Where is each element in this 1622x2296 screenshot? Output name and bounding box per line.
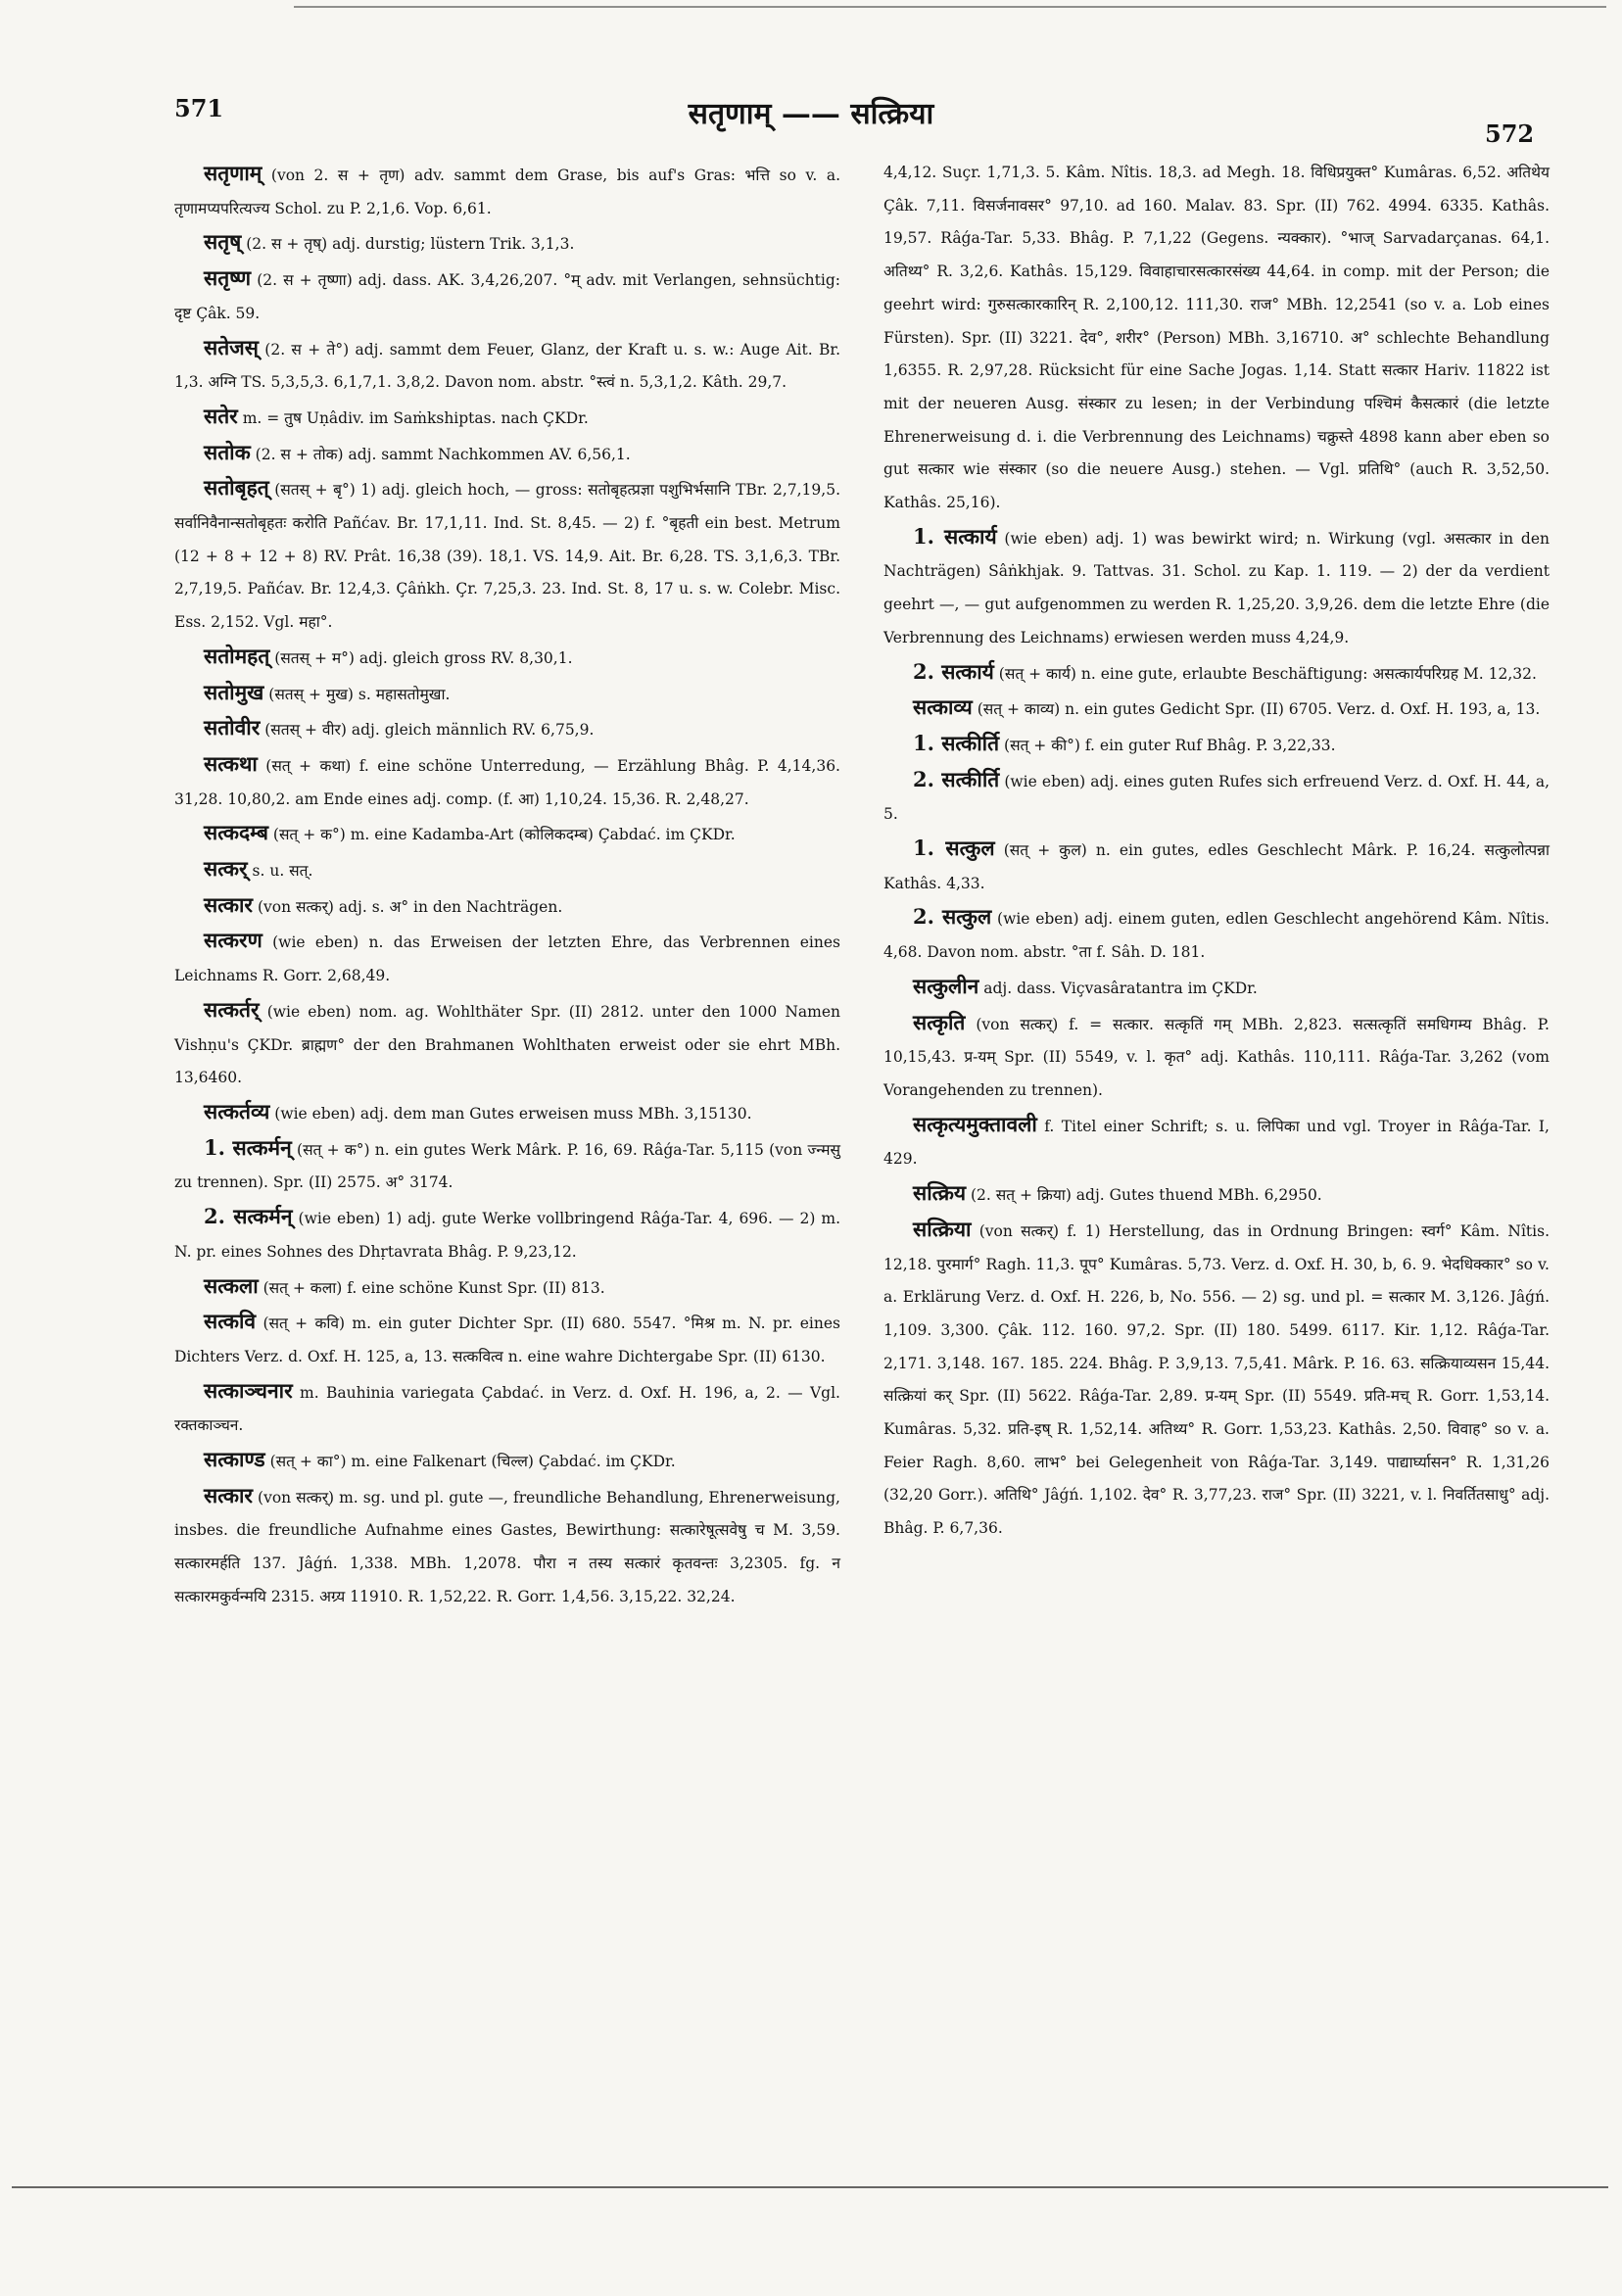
entry-text: (2. स + तृष्णा) adj. dass. AK. 3,4,26,207. °म् adv. mit Verlangen, sehnsüchtig: दृष्ट Çâk. 59. [174, 271, 840, 322]
dictionary-entry [174, 993, 840, 1095]
entry-text: (सत् + कवि) m. ein guter Dichter Spr. (II) 680. 5547. °मिश्र m. N. pr. eines Dichters Verz. d. Oxf. H. 125, a, 13. सत्कवित्व n. eine wahre Dichtergabe Spr. (II) 6130. [174, 1315, 840, 1365]
dictionary-entry [174, 676, 840, 712]
entry-headword: सत्कदम्ब [204, 820, 268, 845]
dictionary-entry [174, 471, 840, 640]
entry-headword: 1. सत्कार्य [913, 523, 997, 549]
entry-text: (wie eben) n. das Erweisen der letzten Ehre, das Verbrennen eines Leichnams R. Gorr. 2,68,49. [174, 933, 841, 985]
dictionary-entry [883, 691, 1550, 727]
entry-headword: 2. सत्कीर्ति [913, 766, 1000, 791]
entry-headword: सत्कार [204, 1482, 254, 1507]
dictionary-entry [174, 262, 840, 330]
dictionary-entry [883, 1176, 1550, 1213]
dictionary-entry [174, 852, 840, 888]
dictionary-entry [883, 157, 1550, 520]
entry-text: (सत् + क°) n. ein gutes Werk Mârk. P. 16, 69. Râǵa-Tar. 5,115 (von ज्न्मसु zu trennen). Spr. (II) 2575. अ° 3174. [174, 1140, 840, 1192]
entry-headword: 2. सत्कार्य [913, 658, 994, 684]
entry-text: (wie eben) 1) adj. gute Werke vollbringend Râǵa-Tar. 4, 696. — 2) m. N. pr. eines Sohnes des Dhṛtavrata Bhâg. P. 9,23,12. [174, 1210, 840, 1261]
entry-text: (wie eben) adj. dem man Gutes erweisen muss MBh. 3,15130. [274, 1104, 752, 1123]
entry-text: (von सत्कर्) f. 1) Herstellung, das in Ordnung Bringen: स्वर्ग° Kâm. Nîtis. 12,18. पुरमार्ग° Ragh. 11,3. पूप° Kumâras. 5,73. Verz. d. Oxf. H. 30, b, 6. 9. भेदधिक्कार° so v. a. Erklärung Verz. d. Oxf. H. 226, b, No. 556. — 2) sg. und pl. = सत्कार M. 3,126. Jâǵń. 1,109. 3,300. Çâk. 112. 160. 97,2. Spr. (II) 180. 5499. 6117. Kir. 1,12. Râǵa-Tar. 2,171. 3,148. 167. 185. 224. Bhâg. P. 3,9,13. 7,5,41. Mârk. P. 16. 63. सत्क्रियाव्यसन 15,44. सत्क्रियां कर् Spr. (II) 5622. Râǵa-Tar. 2,89. प्र-यम् Spr. (II) 5549. प्रति-मच् R. Gorr. 1,53,14. Kumâras. 5,32. प्रति-इष् R. 1,52,14. अतिथ्य° R. Gorr. 1,53,23. Kathâs. 2,50. विवाह° so v. a. Feier Ragh. 8,60. लाभ° bei Gelegenheit von Râǵa-Tar. 3,149. पाद्यार्घ्यासन° R. 1,31,26 (32,20 Gorr.). अतिथि° Jâǵń. 1,102. देव° R. 3,77,23. राज° Spr. (II) 3221, v. l. निवर्तितसाधु° adj. Bhâg. P. 6,7,36. [883, 1221, 1550, 1538]
entry-text: (2. सत् + क्रिया) adj. Gutes thuend MBh. 6,2950. [970, 1186, 1322, 1205]
entry-headword: सतोवीर [204, 715, 261, 741]
entry-headword: सतेर [204, 403, 238, 428]
entry-text: (2. स + ते°) adj. sammt dem Feuer, Glanz, der Kraft u. s. w.: Auge Ait. Br. 1,3. अग्नि TS. 5,3,5,3. 6,1,7,1. 3,8,2. Davon nom. abstr. °स्त्वं n. 5,3,1,2. Kâth. 29,7. [174, 340, 840, 392]
dictionary-entry [174, 157, 840, 225]
entry-headword: सत्करण [204, 928, 262, 953]
entry-text: (von 2. स + तृण) adv. sammt dem Grase, bis auf's Gras: भत्ति so v. a. तृणामप्यपरित्यज्य Schol. zu P. 2,1,6. Vop. 6,61. [174, 167, 840, 217]
headword-range: सतृणाम् —— सत्क्रिया [688, 97, 934, 131]
entry-headword: सतेजस् [204, 334, 259, 359]
dictionary-entry [883, 763, 1550, 832]
dictionary-entry [174, 1095, 840, 1131]
entry-headword: 1. सत्कुल [913, 836, 995, 861]
entry-headword: सतोक [204, 439, 251, 464]
entry-text: (सत् + क°) m. eine Kadamba-Art (कोलिकदम्ब) Çabdać. im ÇKDr. [272, 826, 736, 844]
page-number-right: 572 [1485, 120, 1535, 148]
entry-headword: सत्कवि [204, 1309, 257, 1334]
dictionary-entry [174, 711, 840, 747]
entry-text: (von सत्कर्) adj. s. अ° in den Nachträgen. [257, 897, 563, 916]
dictionary-entry [174, 816, 840, 852]
entry-headword: सत्कर् [204, 856, 248, 882]
dictionary-entry [174, 888, 840, 925]
entry-text: (2. स + तृष्) adj. durstig; lüstern Trik. 3,1,3. [246, 235, 575, 254]
entry-text: (सत् + काव्य) n. ein gutes Gedicht Spr. (II) 6705. Verz. d. Oxf. H. 193, a, 13. [977, 700, 1541, 719]
entry-headword: सत्कृति [913, 1009, 966, 1034]
entry-headword: सत्काञ्चनार [204, 1377, 293, 1403]
entry-headword: सत्क्रिया [913, 1216, 972, 1241]
bottom-rule [12, 2186, 1608, 2188]
page-number-left: 571 [174, 94, 224, 122]
entry-text: (सत् + कथा) f. eine schöne Unterredung, — Erzählung Bhâg. P. 4,14,36. 31,28. 10,80,2. am Ende eines adj. comp. (f. आ) 1,10,24. 15,36. R. 2,48,27. [174, 756, 840, 808]
dictionary-entry [883, 1213, 1550, 1546]
dictionary-entry [883, 900, 1550, 969]
entry-text: (सत् + कार्य) n. eine gute, erlaubte Beschäftigung: असत्कार्यपरिग्रह M. 12,32. [998, 664, 1537, 683]
entry-text: (सत् + की°) f. ein guter Ruf Bhâg. P. 3,22,33. [1004, 736, 1336, 754]
entry-text: (2. स + तोक) adj. sammt Nachkommen AV. 6,56,1. [255, 445, 631, 463]
dictionary-entry [883, 832, 1550, 900]
dictionary-entry [883, 1108, 1550, 1176]
entry-headword: सत्कृत्यमुक्तावली [913, 1111, 1037, 1136]
entry-headword: सतृष् [204, 229, 242, 255]
dictionary-entry [174, 640, 840, 676]
dictionary-entry [174, 1374, 840, 1443]
dictionary-entry [174, 924, 840, 992]
entry-text: (von सत्कर्) m. sg. und pl. gute —, freundliche Behandlung, Ehrenerweisung, insbes. die freundliche Aufnahme eines Gastes, Bewirthung: सत्कारेषूत्सवेषु च M. 3,59. सत्कारमर्हति 137. Jâǵń. 1,338. MBh. 1,2078. पौरा न तस्य सत्कारं कृतवन्तः 3,2305. fg. न सत्कारमकुर्वन्मयि 2315. अग्र्य 11910. R. 1,52,22. R. Gorr. 1,4,56. 3,15,22. 32,24. [174, 1488, 840, 1605]
entry-text: (von सत्कर्) f. = सत्कार. सत्कृतिं गम् MBh. 2,823. सत्सत्कृतिं समधिगम्य Bhâg. P. 10,15,43. प्र-यम् Spr. (II) 5549, v. l. कृत° adj. Kathâs. 110,111. Râǵa-Tar. 3,262 (vom Vorangehenden zu trennen). [883, 1015, 1550, 1099]
dictionary-entry [174, 400, 840, 436]
entry-text: m. Bauhinia variegata Çabdać. in Verz. d. Oxf. H. 196, a, 2. — Vgl. रक्तकाञ्चन. [174, 1383, 840, 1435]
entry-text: (सत् + कुल) n. ein gutes, edles Geschlecht Mârk. P. 16,24. सत्कुलोत्पन्ना Kathâs. 4,33. [883, 841, 1550, 892]
entry-text: (सत् + कला) f. eine schöne Kunst Spr. (II) 813. [262, 1278, 605, 1297]
entry-headword: सतोमुख [204, 679, 264, 704]
entry-text: (सतस् + बृ°) 1) adj. gleich hoch, — gross: सतोबृहत्प्रज्ञा पशुभिर्भसानि TBr. 2,7,19,5. सर्वानिवैनान्सतोबृहतः करोति Pañćav. Br. 17,1,11. Ind. St. 8,45. — 2) f. °बृहती ein best. Metrum (12 + 8 + 12 + 8) RV. Prât. 16,38 (39). 18,1. VS. 14,9. Ait. Br. 6,28. TS. 3,1,6,3. TBr. 2,7,19,5. Pañćav. Br. 12,4,3. Çâṅkh. Çr. 7,25,3. 23. Ind. St. 8, 17 u. s. w. Colebr. Misc. Ess. 2,152. Vgl. महा°. [174, 481, 840, 632]
entry-headword: सतृणाम् [204, 161, 262, 185]
dictionary-entry [883, 655, 1550, 692]
entry-text: s. u. सत्. [252, 862, 313, 881]
entry-headword: 2. सत्कर्मन् [204, 1204, 293, 1229]
dictionary-entry [174, 747, 840, 816]
dictionary-entry [174, 1443, 840, 1479]
running-head [0, 92, 1622, 148]
top-rule [294, 6, 1606, 8]
entry-headword: सत्कर्तर् [204, 996, 260, 1022]
left-column [174, 157, 840, 1614]
entry-text: (सत् + का°) m. eine Falkenart (चिल्ल) Çabdać. im ÇKDr. [269, 1453, 676, 1471]
entry-headword: सत्क्रिय [913, 1180, 967, 1206]
dictionary-entry [883, 1006, 1550, 1108]
right-column [883, 157, 1550, 1546]
dictionary-entry [174, 1131, 840, 1200]
entry-text: (सतस् + म°) adj. gleich gross RV. 8,30,1. [274, 648, 573, 667]
dictionary-entry [883, 970, 1550, 1006]
entry-text: m. = तुष Uṇâdiv. im Saṁkshiptas. nach ÇKDr. [242, 408, 589, 427]
entry-headword: सत्कुलीन [913, 973, 979, 998]
dictionary-entry [174, 225, 840, 262]
dictionary-entry [174, 1305, 840, 1373]
entry-text: (wie eben) adj. einem guten, edlen Geschlecht angehörend Kâm. Nîtis. 4,68. Davon nom. abstr. °ता f. Sâh. D. 181. [883, 910, 1550, 962]
entry-headword: सत्कला [204, 1272, 259, 1298]
entry-headword: 1. सत्कर्मन् [204, 1134, 292, 1160]
entry-text: (wie eben) adj. 1) was bewirkt wird; n. Wirkung (vgl. असत्कार in den Nachträgen) Sâṅkhjak. 9. Tattvas. 31. Schol. zu Kap. 1. 119. — 2) der da verdient geehrt —, — gut aufgenommen zu werden R. 1,25,20. 3,9,26. dem die letzte Ehre (die Verbrennung des Leichnams) erwiesen werden muss 4,24,9. [883, 529, 1550, 646]
entry-text: (wie eben) adj. eines guten Rufes sich erfreuend Verz. d. Oxf. H. 44, a, 5. [883, 772, 1550, 824]
dictionary-entry [174, 331, 840, 400]
entry-headword: सत्कर्तव्य [204, 1098, 270, 1124]
entry-text: adj. dass. Viçvasâratantra im ÇKDr. [983, 979, 1258, 997]
entry-text: (wie eben) nom. ag. Wohlthäter Spr. (II) 2812. unter den 1000 Namen Vishṇu's ÇKDr. ब्राह्मण° der den Brahmanen Wohlthaten erweist oder sie ehrt MBh. 13,6460. [174, 1002, 840, 1087]
entry-headword: 2. सत्कुल [913, 904, 992, 930]
dictionary-entry [883, 727, 1550, 763]
entry-text: (सतस् + मुख) s. महासतोमुखा. [268, 685, 451, 703]
dictionary-entry [174, 1269, 840, 1306]
entry-headword: 1. सत्कीर्ति [913, 730, 1000, 755]
entry-headword: सत्काण्ड [204, 1447, 265, 1472]
entry-headword: सतोमहत् [204, 643, 270, 668]
entry-text: 4,4,12. Suçr. 1,71,3. 5. Kâm. Nîtis. 18,3. ad Megh. 18. विधिप्रयुक्त° Kumâras. 6,52. अतिथेय Çâk. 7,11. विसर्जनावसर° 97,10. ad 160. Malav. 83. Spr. (II) 762. 4994. 6335. Kathâs. 19,57. Râǵa-Tar. 5,33. Bhâg. P. 7,1,22 (Gegens. न्यक्कार). °भाज् Sarvadarçanas. 64,1. अतिथ्य° R. 3,2,6. Kathâs. 15,129. विवाहाचारसत्कारसंख्य 44,64. in comp. mit der Person; die geehrt wird: गुरुसत्कारकारिन् R. 2,100,12. 111,30. राज° MBh. 12,2541 (so v. a. Lob eines Fürsten). Spr. (II) 3221. देव°, शरीर° (Person) MBh. 3,16710. अ° schlechte Behandlung 1,6355. R. 2,97,28. Rücksicht für eine Sache Jogas. 1,14. Statt सत्कार Hariv. 11822 ist mit der neueren Ausg. संस्कार zu lesen; in der Verbindung पश्चिमं कैसत्कारं (die letzte Ehrenerweisung d. i. die Verbrennung des Leichnams) चक्रुस्ते 4898 kann aber eben so gut सत्कार wie संस्कार (so die neuere Ausg.) stehen. — Vgl. प्रतिथि° (auch R. 3,52,50. Kathâs. 25,16). [883, 164, 1550, 512]
entry-text: f. Titel einer Schrift; s. u. लिपिका und vgl. Troyer in Râǵa-Tar. I, 429. [883, 1117, 1550, 1169]
entry-headword: सत्कार [204, 891, 254, 917]
dictionary-entry [174, 1200, 840, 1268]
dictionary-entry [174, 436, 840, 472]
entry-headword: सत्काव्य [913, 694, 973, 720]
dictionary-entry [883, 520, 1550, 655]
entry-headword: सत्कथा [204, 750, 258, 776]
entry-headword: सतृष्ण [204, 265, 252, 291]
entry-text: (सतस् + वीर) adj. gleich männlich RV. 6,75,9. [264, 721, 595, 740]
dictionary-entry [174, 1479, 840, 1614]
entry-headword: सतोबृहत् [204, 475, 269, 501]
